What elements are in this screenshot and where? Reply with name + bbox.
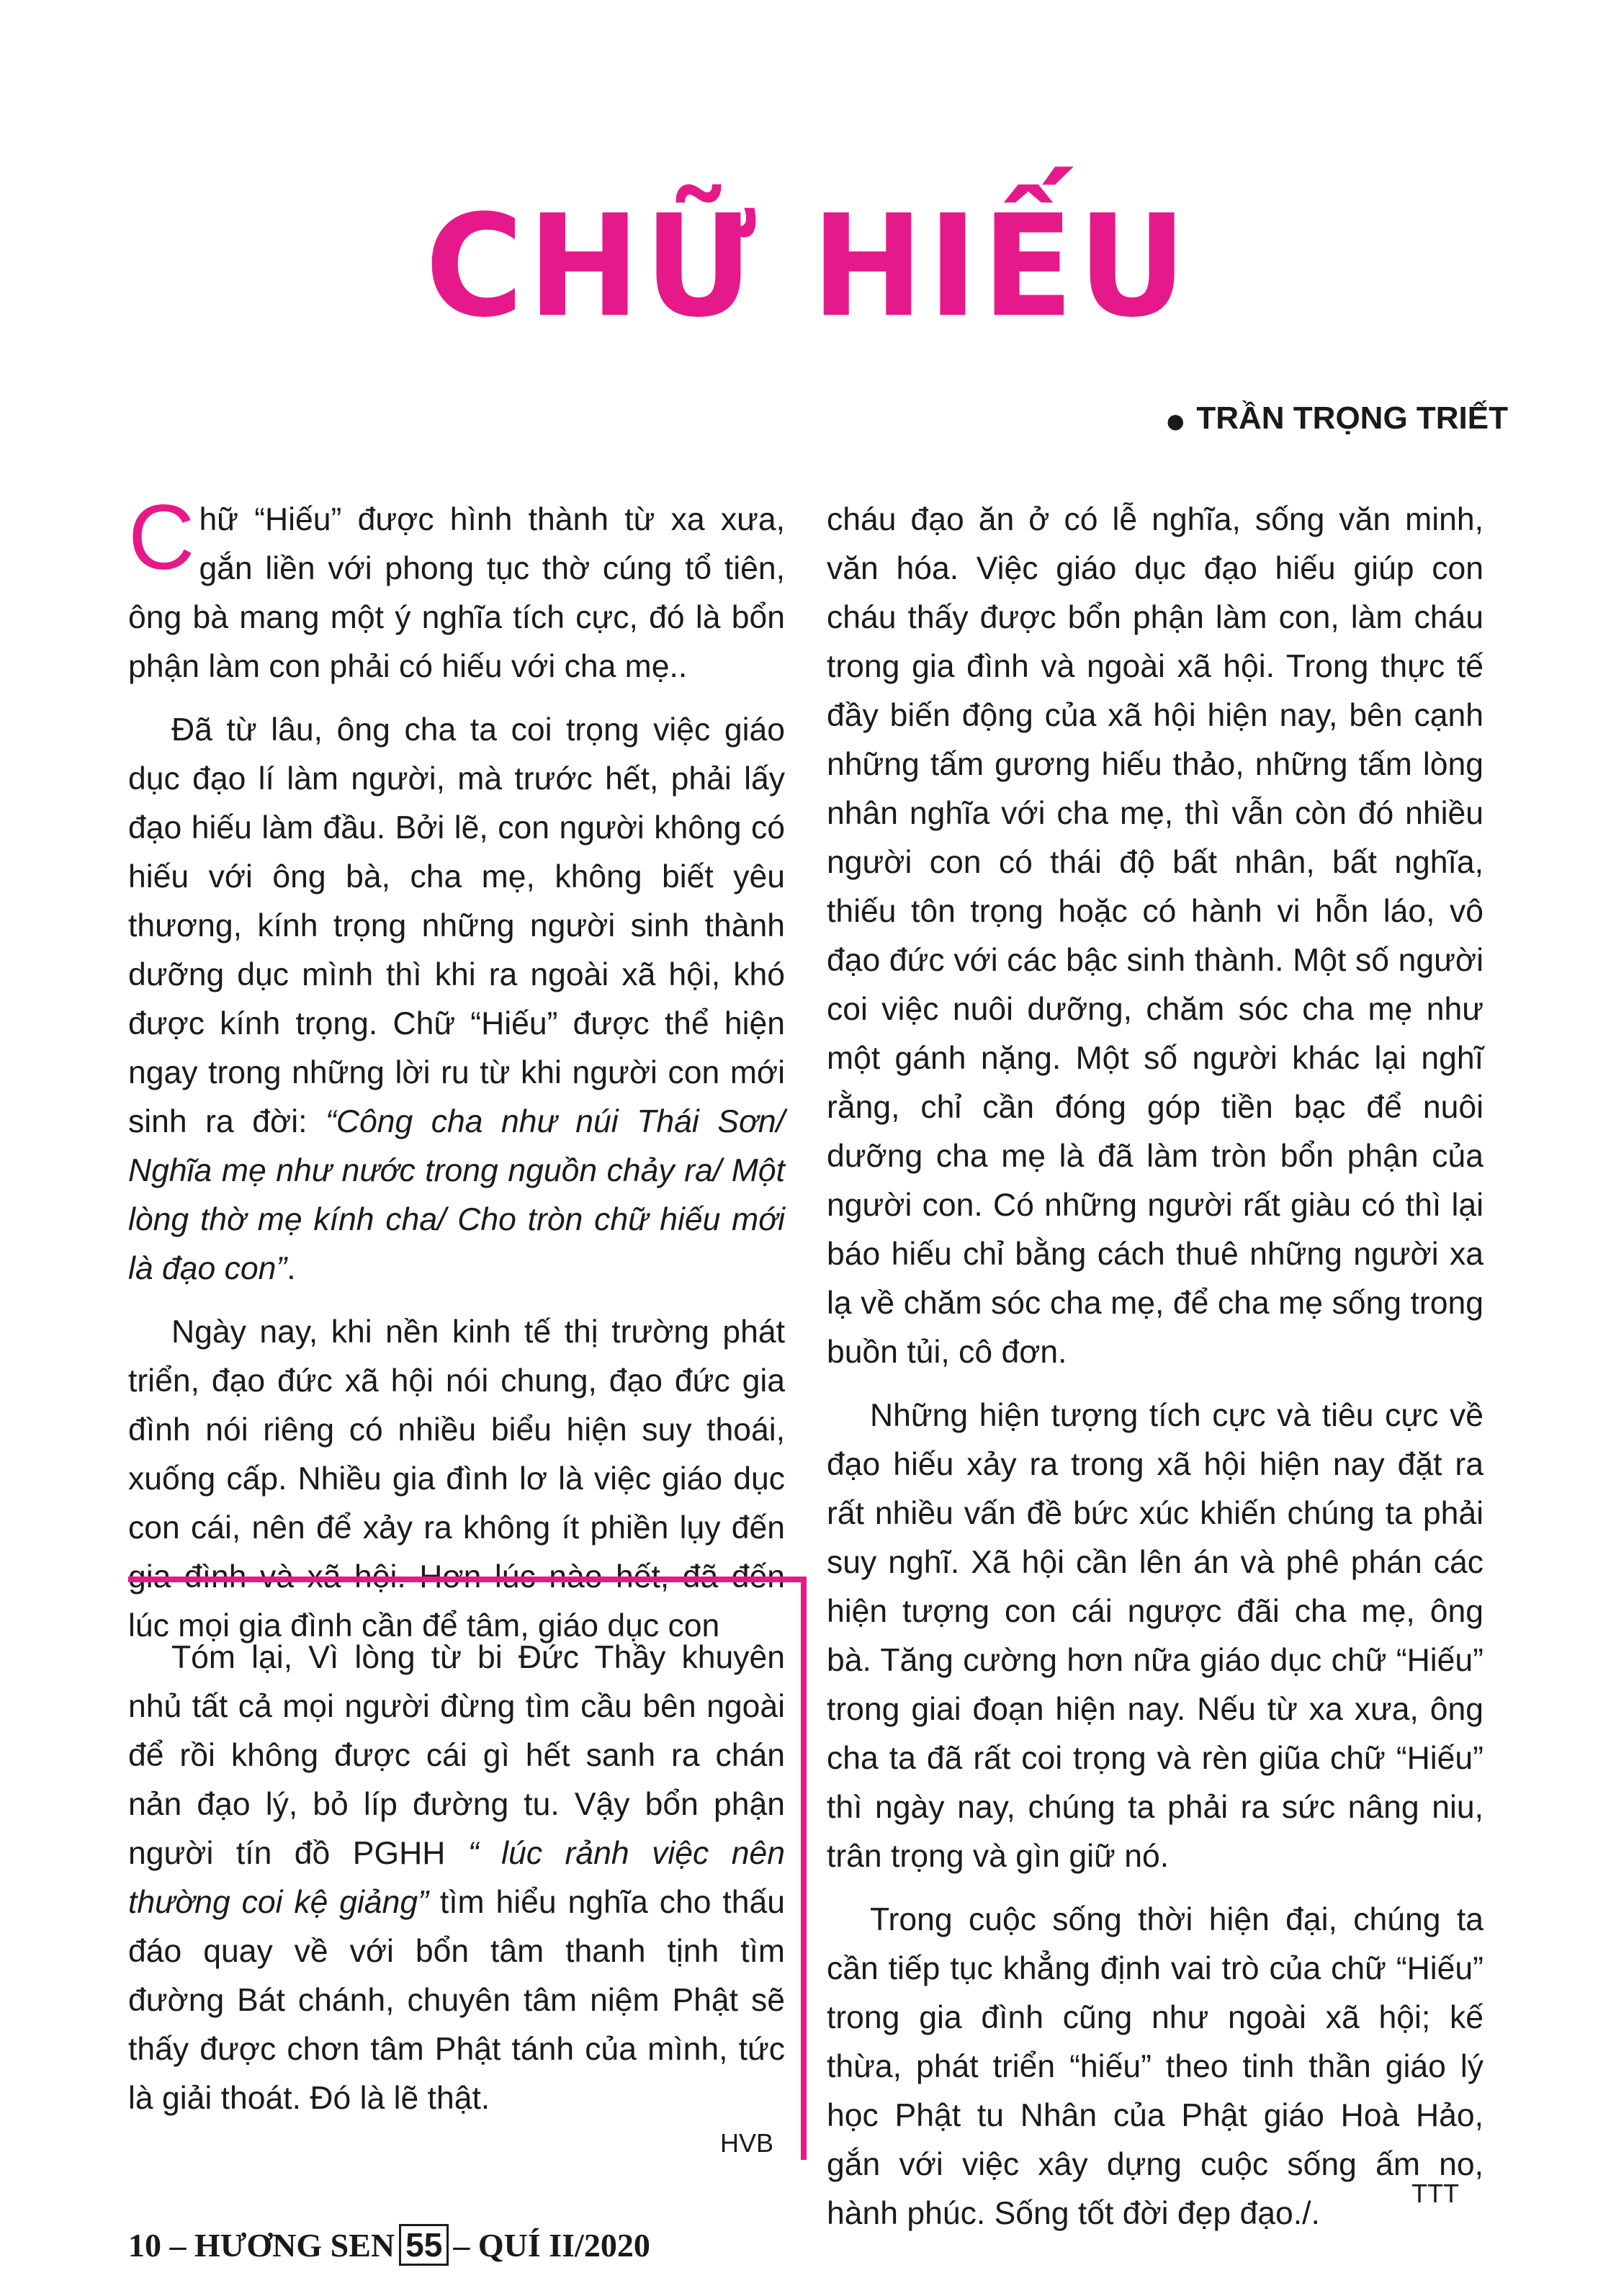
sidebar-text: Tóm lại, Vì lòng từ bi Đức Thầy khuyên nhủ tất cả mọi người đừng tìm cầu bên ngoài để rồi không được cái gì hết sanh ra chán nản đạo lý, bỏ líp đường tu. Vậy bổn phận người tín đồ PGHH “ lúc rảnh việc nên thường coi kệ giảng” tìm hiểu nghĩa cho thấu đáo quay về với bổn tâm thanh tịnh tìm đường Bát chánh, chuyên tâm niệm Phật sẽ thấy được chơn tâm Phật tánh của mình, tức là giải thoát. Đó là lẽ thật. xyxy=(128,1640,785,2116)
paragraph-1: Chữ “Hiếu” được hình thành từ xa xưa, gắn liền với phong tục thờ cúng tổ tiên, ông bà mang một ý nghĩa tích cực, đó là bổn phận làm con phải có hiếu với cha mẹ.. xyxy=(128,486,785,684)
folk-verse-quote: “Công cha như núi Thái Sơn/ Nghĩa mẹ như nước trong nguồn chảy ra/ Một lòng thờ mẹ kính cha/ Cho tròn chữ hiếu mới là đạo con” xyxy=(128,1104,785,1286)
sidebar-quote: “ lúc rảnh việc nên thường coi kệ giảng” xyxy=(128,1836,785,1920)
page-footer: 10 – HƯƠNG SEN 55 – QUÍ II/2020 xyxy=(128,2225,650,2264)
sidebar-signature: HVB xyxy=(720,2128,774,2158)
magazine-name: HƯƠNG SEN xyxy=(194,2227,395,2264)
issue-number: 55 xyxy=(399,2224,449,2266)
author-name: TRẦN TRỌNG TRIẾT xyxy=(1196,400,1508,436)
drop-cap: C xyxy=(128,486,195,589)
article-column-right xyxy=(827,495,1483,2253)
article-signature: TTT xyxy=(1411,2179,1459,2208)
paragraph-3: Ngày nay, khi nền kinh tế thị trường phát triển, đạo đức xã hội nói chung, đạo đức gia đình nói riêng có nhiều biểu hiện suy thoái, xuống cấp. Nhiều gia đình lơ là việc giáo dục con cái, nên để xảy ra không ít phiền lụy đến lúc mọi gia đình cần để tâm, giáo dục con xyxy=(128,1314,785,1643)
author-byline xyxy=(1164,400,1508,441)
paragraph-5: Trong cuộc sống thời hiện đại, chúng ta cần tiếp tục khẳng định vai trò của chữ “Hiếu” trong gia đình cũng như ngoài xã hội; kế thừa, phát triển “hiếu” theo tinh thần giáo lý học Phật tu Nhân của Phật giáo Hoà Hảo, gắn với việc xây dựng cuộc sống ấm no, hành phúc. Sống tốt đời đẹp đạo./. xyxy=(827,1902,1483,2231)
bullet-icon: ● xyxy=(1164,400,1187,441)
sidebar-rule-horizontal xyxy=(128,1577,807,1582)
issue-period: QUÍ II/2020 xyxy=(477,2227,650,2264)
paragraph-3-continued: cháu đạo ăn ở có lễ nghĩa, sống văn minh, văn hóa. Việc giáo dục đạo hiếu giúp con cháu thấy được bổn phận làm con, làm cháu trong gia đình và ngoài xã hội. Trong thực tế đầy biến động của xã hội hiện nay, bên cạnh những tấm gương hiếu thảo, những tấm lòng nhân nghĩa với cha mẹ, thì vẫn còn đó nhiều người con có thái độ bất nhân, bất nghĩa, thiếu tôn trọng hoặc có hành vi hỗn láo, vô đạo đức với các bậc sinh thành. Một số người coi việc nuôi dưỡng, chăm sóc cha mẹ như một gánh nặng. Một số người khác lại nghĩ rằng, chỉ cần đóng góp tiền bạc để nuôi dưỡng cha mẹ là đã làm tròn bổn phận của người con. Có những người rất giàu có thì lại báo hiếu chỉ bằng cách thuê những người xa lạ về chăm sóc cha mẹ, để cha mẹ sống trong buồn tủi, cô đơn. xyxy=(827,502,1483,1370)
sidebar-box xyxy=(128,1633,785,2138)
article-column-left xyxy=(128,486,785,1665)
paragraph-2: Đã từ lâu, ông cha ta coi trọng việc giáo dục đạo lí làm người, mà trước hết, phải lấy đạo hiếu làm đầu. Bởi lẽ, con người không có hiếu với ông bà, cha mẹ, không biết yêu thương, kính trọng những người sinh thành dưỡng dục mình thì khi ra ngoài xã hội, khó được kính trọng. Chữ “Hiếu” được thể hiện ngay trong những lời ru từ khi người con mới sinh ra đời: “Công cha như núi Thái Sơn/ Nghĩa mẹ như nước trong nguồn chảy ra/ Một lòng thờ mẹ kính cha/ Cho tròn chữ hiếu mới là đạo con”. xyxy=(128,712,785,1286)
sidebar-rule-vertical xyxy=(801,1577,807,2160)
article-title: CHỮ HIẾU xyxy=(425,184,1191,349)
page-number: 10 xyxy=(128,2227,161,2264)
paragraph-4: Những hiện tượng tích cực và tiêu cực về đạo hiếu xảy ra trong xã hội hiện nay đặt ra rất nhiều vấn đề bức xúc khiến chúng ta phải suy nghĩ. Xã hội cần lên án và phê phán các hiện tượng con cái ngược đãi cha mẹ, ông bà. Tăng cường hơn nữa giáo dục chữ “Hiếu” trong giai đoạn hiện nay. Nếu từ xa xưa, ông cha ta đã rất coi trọng và rèn giũa chữ “Hiếu” thì ngày nay, chúng ta phải ra sức nâng niu, trân trọng và gìn giữ nó. xyxy=(827,1398,1483,1874)
